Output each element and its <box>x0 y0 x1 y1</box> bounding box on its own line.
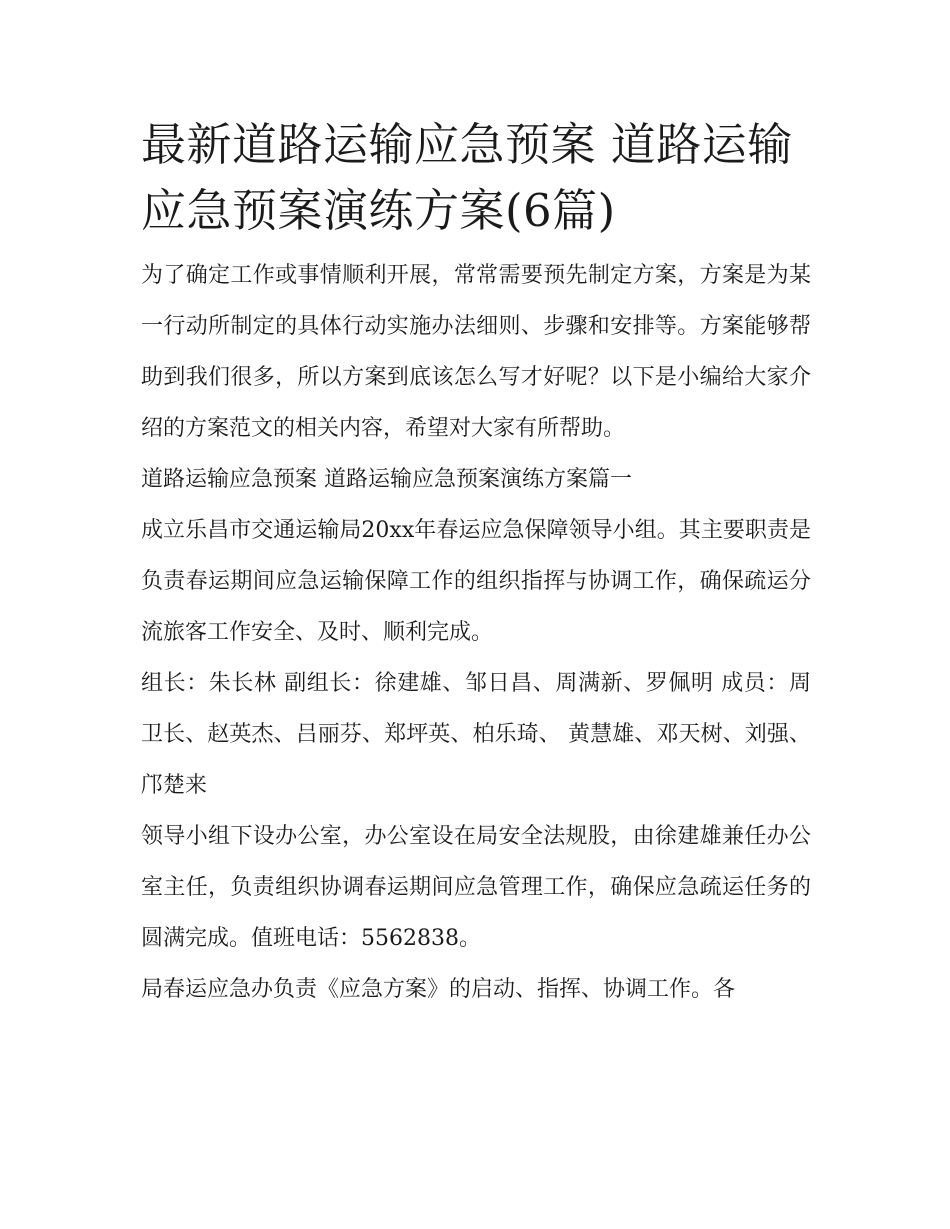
body-paragraph-1: 成立乐昌市交通运输局20xx年春运应急保障领导小组。其主要职责是负责春运期间应急运输保障工作的组织指挥与协调工作，确保疏运分流旅客工作安全、及时、顺利完成。 <box>141 518 811 645</box>
document-page <box>141 112 811 1015</box>
section-heading: 道路运输应急预案 道路运输应急预案演练方案篇一 <box>141 467 632 492</box>
document-title: 最新道路运输应急预案 道路运输应急预案演练方案(6篇) <box>141 118 793 237</box>
intro-paragraph: 为了确定工作或事情顺利开展，常常需要预先制定方案，方案是为某一行动所制定的具体行动实施办法细则、步骤和安排等。方案能够帮助到我们很多，所以方案到底该怎么写才好呢？以下是小编给大家介绍的方案范文的相关内容，希望对大家有所帮助。 <box>141 263 811 441</box>
body-paragraph-2: 组长：朱长林 副组长：徐建雄、邹日昌、周满新、罗佩明 成员：周卫长、赵英杰、吕丽芬、郑坪英、柏乐琦、 黄慧雄、邓天树、刘强、邝楚来 <box>141 671 811 798</box>
body-paragraph-4: 局春运应急办负责《应急方案》的启动、指挥、协调工作。各 <box>141 977 736 1002</box>
body-paragraph-3: 领导小组下设办公室，办公室设在局安全法规股，由徐建雄兼任办公室主任，负责组织协调春运期间应急管理工作，确保应急疏运任务的圆满完成。值班电话：5562838。 <box>141 824 811 951</box>
